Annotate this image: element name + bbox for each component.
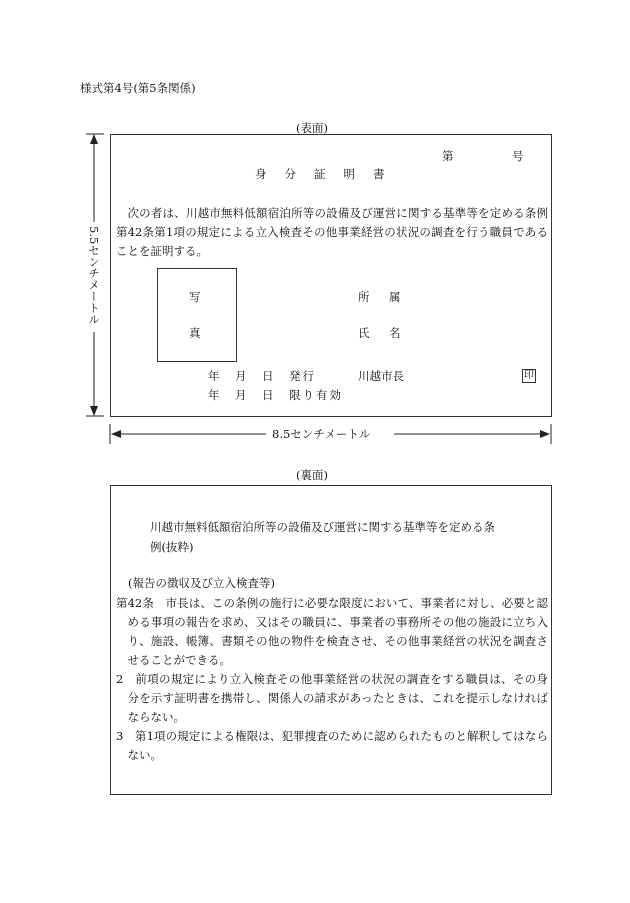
seal-mark: 印 <box>524 370 534 381</box>
name-label: 氏 名 <box>358 326 405 340</box>
valid-label: 年 月 日 限り有効 <box>208 388 343 402</box>
article-42-para-3: 3 第1項の規定による権限は、犯罪捜査のために認められたものと解釈してはならない。 <box>116 729 548 762</box>
form-number: 様式第4号(第5条関係) <box>80 81 196 95</box>
photo-label-1: 写 <box>189 290 201 304</box>
certificate-title: 身分証明書 <box>255 167 403 181</box>
back-title-line2: 例(抜粋) <box>150 540 194 554</box>
certificate-body: 次の者は、川越市無料低額宿泊所等の設備及び運営に関する基準等を定める条例第42条第1項の規定による立入検査その他事業経営の状況の調査を行う職員であることを証明する。 <box>116 206 548 258</box>
back-title-line1: 川越市無料低額宿泊所等の設備及び運営に関する基準等を定める条 <box>150 520 495 534</box>
issuer: 川越市長 <box>358 369 404 383</box>
number-label: 第 <box>442 149 454 163</box>
article-42: 第42条 市長は、この条例の施行に必要な限度において、事業者に対し、必要と認める事項の報告を求め、又はその職員に、事業者の事務所その他の施設に立ち入り、施設、帳簿、書類その他の物件を検査させ、その他事業経営の状況を調査させることができる。 <box>116 596 548 667</box>
article-caption: (報告の徴収及び立入検査等) <box>128 576 275 590</box>
front-side-label: (表面) <box>296 121 328 135</box>
width-dimension-label: 8.5センチメートル <box>272 427 371 441</box>
issued-label: 年 月 日 発行 <box>208 369 316 383</box>
affiliation-label: 所 属 <box>358 290 405 304</box>
height-dimension-label: 5.5センチメートル <box>87 226 101 325</box>
photo-label-2: 真 <box>189 326 201 340</box>
back-side-label: (裏面) <box>296 468 328 482</box>
article-42-para-2: 2 前項の規定により立入検査その他事業経営の状況の調査をする職員は、その身分を示す証明書を携帯し、関係人の請求があったときは、これを提示しなければならない。 <box>116 672 548 724</box>
number-suffix: 号 <box>512 149 524 163</box>
